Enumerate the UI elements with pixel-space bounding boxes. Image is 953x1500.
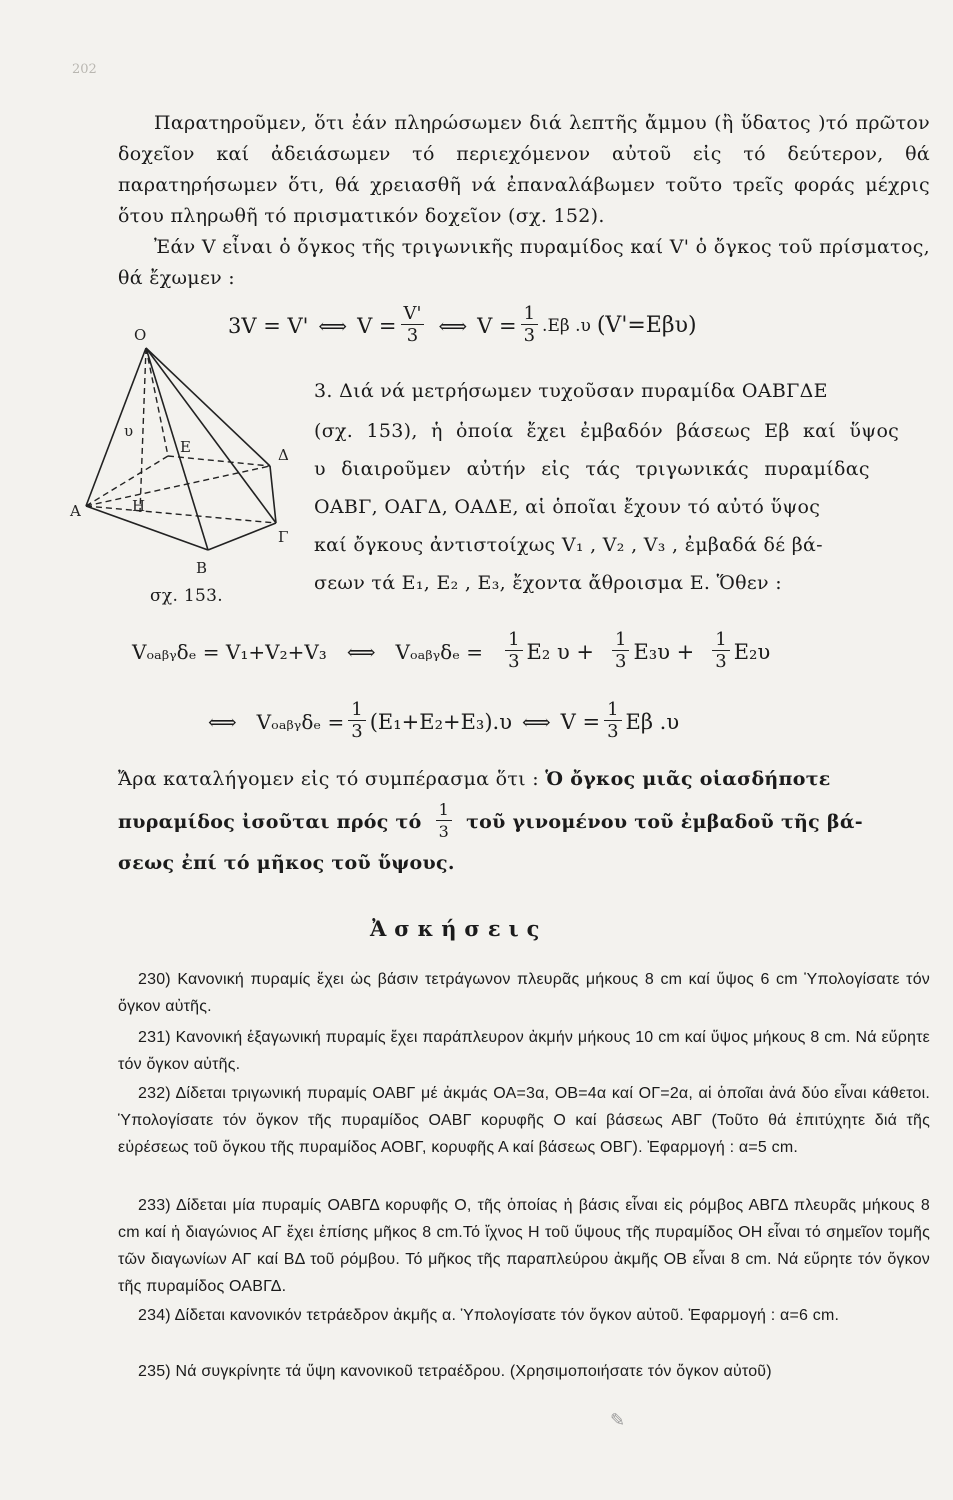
eq1-paren: (V'=Eβυ) [596, 313, 697, 338]
exercise-232 [118, 1080, 930, 1161]
conclusion-bold-1: Ὁ ὄγκος μιᾶς οἱασδήποτε [545, 768, 831, 790]
exercises-title: Ἀ σ κ ή σ ε ι ς [370, 916, 540, 941]
eq2-fraction-3-num: 1 [715, 629, 727, 650]
equation-3 [198, 700, 679, 743]
exercise-232-text: 232) Δίδεται τριγωνική πυραμίς ΟΑΒΓ μέ ἀκμάς ΟΑ=3α, ΟΒ=4α καί ΟΓ=2α, αἱ ὁποῖαι ἀνά δύο εἶναι κάθετοι. Ὑπολογίσατε τόν ὄγκον τῆς πυραμίδος ΟΑΒΓ κορυφῆς Ο καί βάσεως ΑΒΓ (Τοῦτο θά ἐπιτύχητε διά τῆς εὑρέσεως τοῦ ὄγκου τῆς πυραμίδος ΑΟΒΓ, κορυφῆς Α καί βάσεως ΟΒΓ). Ἐφαρμογή : α=5 cm. [118, 1085, 930, 1156]
eq1-fraction [401, 304, 425, 347]
hidden-edge-OH [140, 348, 146, 512]
exercise-231-text: 231) Κανονική ἑξαγωνική πυραμίς ἔχει παράπλευρον ἀκμήν μήκους 10 cm καί ὕψος μήκους 8 cm. Νά εὕρητε τόν ὄγκον αὐτῆς. [118, 1029, 930, 1073]
eq3-fraction-2 [604, 700, 621, 743]
label-O: O [134, 326, 147, 344]
exercise-235 [118, 1358, 930, 1385]
exercise-234 [118, 1302, 930, 1329]
eq3-tail: Eβ .υ [625, 709, 680, 734]
eq1-fraction-2 [521, 304, 538, 347]
eq3-sum: (E₁+E₂+E₃).υ [369, 709, 512, 734]
eq1-v2: V = [477, 313, 517, 338]
exercise-233-text: 233) Δίδεται μία πυραμίς ΟΑΒΓΔ κορυφῆς Ο, τῆς ὁποίας ἡ βάσις εἶναι εἰς ρόμβος ΑΒΓΔ πλευρᾶς μήκους 8 cm καί ἡ διαγώνιος ΑΓ ἔχει ἐπίσης μῆκος 8 cm.Τό ἴχνος Η τοῦ ὕψους τῆς πυραμίδος ΟΗ εἶναι τό σημεῖον τομῆς τῶν διαγωνίων ΑΓ καί ΒΔ τοῦ ρόμβου. Τό μῆκος τῆς παραπλεύρου ἀκμῆς ΟΒ εἶναι 8 cm. Νά εὕρητε τόν ὄγκον τῆς πυραμίδος ΟΑΒΓΔ. [118, 1197, 930, 1295]
exercise-230-text: 230) Κανονική πυραμίς ἔχει ὡς βάσιν τετράγωνον πλευρᾶς μήκους 8 cm καί ὕψος 6 cm Ὑπολογίσατε τόν ὄγκον αὐτῆς. [118, 971, 930, 1015]
eq2-fraction-2-den: 3 [615, 651, 627, 672]
eq3-fraction-1-num: 1 [351, 699, 363, 720]
hidden-edge-AG [86, 506, 276, 523]
eq3-arrow-1: ⟺ [208, 709, 237, 734]
eq2-v: Vₒₐᵦᵧδₑ = [395, 639, 484, 664]
exercise-233 [118, 1192, 930, 1300]
label-U: υ [124, 422, 134, 440]
eq2-fraction-3-den: 3 [715, 651, 727, 672]
hidden-edge-AD [86, 466, 270, 506]
label-D: Δ [278, 446, 289, 464]
eq2-term-1: E₂ υ + [526, 639, 594, 664]
hidden-edge-OE [146, 348, 168, 456]
eq1-tail: .Eβ .υ [542, 315, 591, 336]
eq3-v2: V = [560, 709, 601, 734]
eq1-fraction-2-den: 3 [523, 325, 536, 346]
eq3-fraction-2-num: 1 [607, 699, 619, 720]
exercise-235-text: 235) Νά συγκρίνητε τά ὕψη κανονικοῦ τετραέδρου. (Χρησιμοποιήσατε τόν ὄγκον αὐτοῦ) [138, 1363, 772, 1380]
paragraph-3-line-1: 3. Διά νά μετρήσωμεν τυχοῦσαν πυραμίδα ΟΑΒΓΔΕ [314, 380, 828, 402]
label-E: E [180, 438, 191, 456]
label-A: A [70, 502, 81, 520]
eq2-fraction-3 [712, 630, 729, 673]
eq2-term-2: E₃υ + [633, 639, 695, 664]
conclusion-fraction [436, 800, 452, 843]
paragraph-3-line-4: ΟΑΒΓ, ΟΑΓΔ, ΟΑΔΕ, αἱ ὁποῖαι ἔχουν τό αὐτό ὕψος [314, 496, 821, 518]
eq3-fraction-1-den: 3 [351, 721, 363, 742]
edge-AB [86, 506, 208, 550]
eq1-fraction-2-num: 1 [523, 303, 536, 324]
conclusion-fraction-den: 3 [438, 822, 450, 841]
conclusion-fraction-num: 1 [438, 800, 450, 819]
eq3-fraction-2-den: 3 [607, 721, 619, 742]
eq2-fraction-1-num: 1 [508, 629, 520, 650]
equation-1 [228, 304, 697, 347]
conclusion-line-1 [118, 768, 831, 790]
label-G: Γ [278, 528, 289, 546]
paragraph-3-line-2: (σχ. 153), ἡ ὁποία ἔχει ἐμβαδόν βάσεως Eβ καί ὕψος [314, 420, 900, 442]
edge-OG [146, 348, 276, 523]
edge-GD [270, 466, 276, 523]
pyramid-figure [68, 318, 296, 610]
eq1-v: V = [357, 313, 397, 338]
paragraph-2 [118, 232, 930, 294]
eq1-fraction-num: V' [403, 303, 422, 324]
hidden-edge-AE [86, 456, 168, 506]
paragraph-3-line-6: σεων τά E₁, E₂ , E₃, ἔχοντα ἄθροισμα E. Ὅθεν : [314, 572, 782, 594]
ink-speck: ✎ [610, 1410, 626, 1431]
conclusion-bold-3: τοῦ γινομένου τοῦ ἐμβαδοῦ τῆς βά- [466, 810, 863, 833]
exercise-234-text: 234) Δίδεται κανονικόν τετράεδρον ἀκμῆς α. Ὑπολογίσατε τόν ὄγκον αὐτοῦ. Ἐφαρμογή : α=6 cm. [138, 1307, 840, 1324]
paragraph-1 [118, 108, 930, 232]
eq1-fraction-den: 3 [406, 325, 419, 346]
paragraph-1-text: Παρατηροῦμεν, ὅτι ἐάν πληρώσωμεν διά λεπτῆς ἄμμου (ἢ ὕδατος )τό πρῶτον δοχεῖον καί ἀδειάσωμεν τό περιεχόμενον αὐτοῦ εἰς τό δεύτερον, θά παρατηρήσωμεν ὅτι, θά χρειασθῆ νά ἐπαναλάβωμεν τοῦτο τρεῖς φοράς μέχρις ὅτου πληρωθῆ τό πρισματικόν δοχεῖον (σχ. 152). [118, 112, 930, 227]
page-number: 202 [72, 62, 97, 77]
eq1-arrow-1: ⟺ [318, 313, 348, 338]
conclusion-bold-2: πυραμίδος ἰσοῦται πρός τό [118, 810, 422, 833]
eq3-arrow-2: ⟺ [521, 709, 551, 734]
label-H: H [132, 497, 146, 515]
eq2-fraction-1-den: 3 [508, 651, 520, 672]
conclusion-line-2 [118, 800, 863, 843]
figure-caption: σχ. 153. [150, 586, 223, 606]
hidden-edge-ED [168, 456, 270, 466]
paragraph-2-text: Ἐάν V εἶναι ὁ ὄγκος τῆς τριγωνικῆς πυραμίδος καί V' ὁ ὄγκος τοῦ πρίσματος, θά ἔχωμεν : [118, 236, 930, 289]
eq3-fraction-1 [348, 700, 365, 743]
eq2-fraction-1 [505, 630, 522, 673]
edge-OA [86, 348, 146, 506]
conclusion-line-3: σεως ἐπί τό μῆκος τοῦ ὕψους. [118, 852, 455, 874]
edge-BG [208, 523, 276, 550]
eq2-arrow: ⟺ [346, 639, 376, 664]
eq1-lhs: 3V = V' [228, 313, 309, 338]
eq2-fraction-2-num: 1 [615, 629, 627, 650]
eq2-fraction-2 [612, 630, 629, 673]
eq2-term-3: E₂υ [733, 639, 771, 664]
paragraph-3-line-3: υ διαιροῦμεν αὐτήν εἰς τάς τριγωνικάς πυραμίδας [314, 458, 870, 480]
label-B: B [196, 559, 208, 577]
exercise-231 [118, 1024, 930, 1078]
eq1-arrow-2: ⟺ [438, 313, 468, 338]
exercise-230 [118, 966, 930, 1020]
equation-2 [132, 630, 770, 673]
paragraph-3-line-5: καί ὄγκους ἀντιστοίχως V₁ , V₂ , V₃ , ἐμβαδά δέ βά- [314, 534, 823, 556]
eq2-lhs: Vₒₐᵦᵧδₑ = V₁+V₂+V₃ [132, 639, 327, 664]
eq3-v: Vₒₐᵦᵧδₑ = [256, 709, 345, 734]
conclusion-start: Ἄρα καταλήγομεν εἰς τό συμπέρασμα ὅτι : [118, 768, 546, 790]
